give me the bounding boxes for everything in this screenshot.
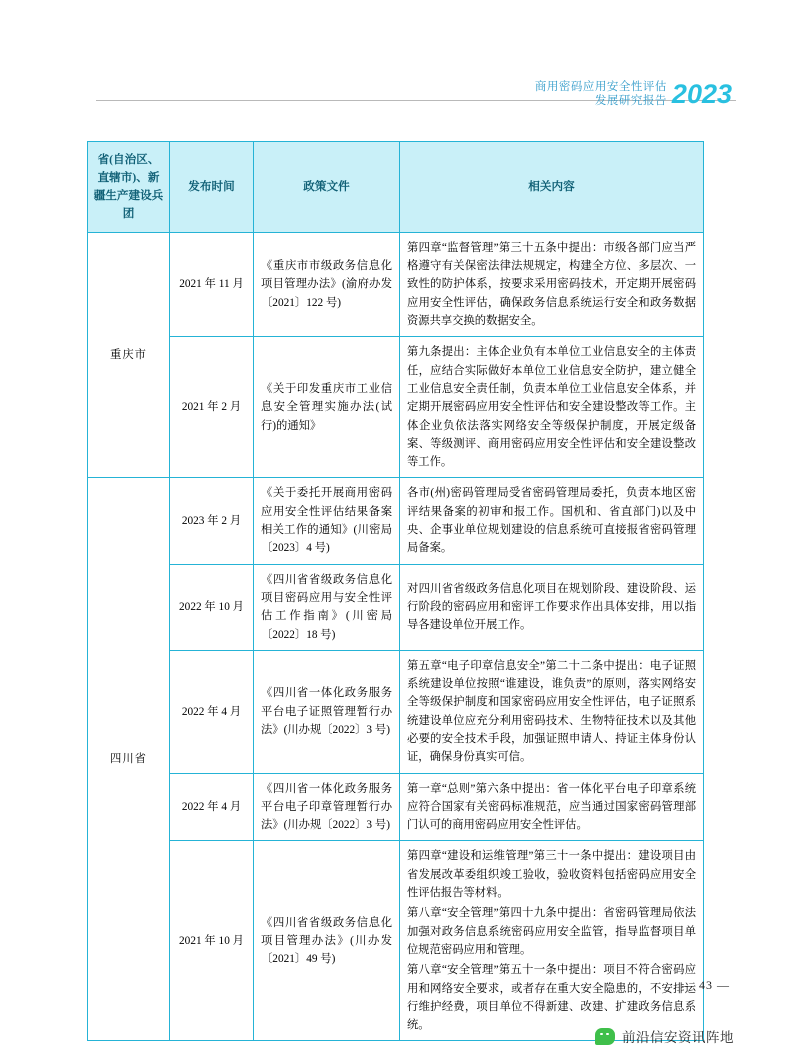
table-row — [88, 650, 704, 773]
content-paragraph: 对四川省省级政务信息化项目在规划阶段、建设阶段、运行阶段的密码应用和密评工作要求作出具体安排，用以指导各建设单位开展工作。 — [407, 582, 696, 632]
content-paragraph: 第四章“建设和运维管理”第三十一条中提出：建设项目由省发展改革委组织竣工验收，验收资料包括密码应用安全性评估报告等材料。 — [407, 850, 696, 900]
document-cell: 《关于委托开展商用密码应用安全性评估结果备案相关工作的通知》(川密局〔2023〕4 号) — [254, 478, 400, 564]
table-header-row — [88, 142, 704, 233]
header-report-name — [535, 78, 667, 109]
content-cell — [400, 478, 704, 564]
column-header-document: 政策文件 — [254, 142, 400, 233]
content-paragraph: 第九条提出：主体企业负有本单位工业信息安全的主体责任，应结合实际做好本单位工业信息安全防护，建立健全工业信息安全责任制，负责本单位工业信息安全体系，并定期开展密码应用安全性评估和安全建设整改等工作。主体企业负依法落实网络安全等级保护制度，开展定级备案、等级测评、商用密码应用安全性评估和安全建设整改等工作。 — [407, 346, 696, 469]
content-paragraph: 第四章“监督管理”第三十五条中提出：市级各部门应当严格遵守有关保密法律法规规定，构建全方位、多层次、一致性的防护体系，按要求采用密码技术，开定期开展密码应用安全性评估，确保政务信息系统运行安全和政务数据资源共享交换的数据安全。 — [407, 241, 696, 328]
document-cell: 《重庆市市级政务信息化项目管理办法》(渝府办发〔2021〕122 号) — [254, 232, 400, 336]
table-row — [88, 841, 704, 1041]
content-paragraph: 第一章“总则”第六条中提出：省一体化平台电子印章系统应符合国家有关密码标准规范，应当通过国家密码管理部门认可的商用密码应用安全性评估。 — [407, 782, 696, 832]
footer-brand — [595, 1026, 734, 1046]
date-cell: 2021 年 10 月 — [170, 841, 254, 1041]
content-paragraph: 各市(州)密码管理局受省密码管理局委托，负责本地区密评结果备案的初审和报工作。国机和、省直部门)以及中央、企事业单位规划建设的信息系统可直接报省密码管理局备案。 — [407, 487, 696, 555]
date-cell: 2022 年 4 月 — [170, 773, 254, 841]
header-line-1: 商用密码应用安全性评估 — [534, 81, 667, 93]
date-cell: 2023 年 2 月 — [170, 478, 254, 564]
policy-table — [87, 141, 704, 1041]
document-cell: 《四川省一体化政务服务平台电子证照管理暂行办法》(川办规〔2022〕3 号) — [254, 650, 400, 773]
document-cell: 《关于印发重庆市工业信息安全管理实施办法(试行)的通知》 — [254, 337, 400, 478]
content-cell — [400, 650, 704, 773]
page-header — [0, 78, 790, 120]
province-cell-sichuan: 四川省 — [88, 478, 170, 1041]
table-row — [88, 773, 704, 841]
document-cell: 《四川省省级政务信息化项目管理办法》(川办发〔2021〕49 号) — [254, 841, 400, 1041]
content-paragraph: 第五章“电子印章信息安全”第二十二条中提出：电子证照系统建设单位按照“谁建设，谁负责”的原则，落实网络安全等级保护制度和国家密码应用安全性评估，电子证照系统建设单位应充分利用密码技术、生物特征技术以及其他必要的安全技术手段，加强证照申请人、持证主体身份认证，确保身份真实可信。 — [407, 659, 696, 764]
date-cell: 2021 年 2 月 — [170, 337, 254, 478]
content-cell — [400, 232, 704, 336]
content-cell — [400, 841, 704, 1041]
policy-table-container — [87, 141, 703, 1041]
header-title-block — [535, 78, 732, 109]
content-cell — [400, 564, 704, 650]
page-number: — 43 — — [682, 978, 730, 992]
table-row — [88, 337, 704, 478]
content-paragraph: 第八章“安全管理”第四十九条中提出：省密码管理局依法加强对政务信息系统密码应用安全监管，指导监督项目单位规范密码应用和管理。 — [407, 907, 696, 956]
document-cell: 《四川省省级政务信息化项目密码应用与安全性评估工作指南》(川密局〔2022〕18 号) — [254, 564, 400, 650]
column-header-content: 相关内容 — [400, 142, 704, 233]
content-cell — [400, 337, 704, 478]
header-line-2: 发展研究报告 — [594, 95, 667, 108]
footer-brand-label: 前沿信安资讯阵地 — [622, 1030, 734, 1046]
date-cell: 2022 年 10 月 — [170, 564, 254, 650]
content-cell — [400, 773, 704, 841]
header-year: 2023 — [671, 79, 732, 109]
table-row — [88, 232, 704, 336]
table-row — [88, 478, 704, 564]
date-cell: 2022 年 4 月 — [170, 650, 254, 773]
content-paragraph: 第八章“安全管理”第五十一条中提出：项目不符合密码应用和网络安全要求，或者存在重大安全隐患的，不安排运行维护经费，项目单位不得新建、改建、扩建政务信息系统。 — [407, 964, 696, 1032]
document-cell: 《四川省一体化政务服务平台电子印章管理暂行办法》(川办规〔2022〕3 号) — [254, 773, 400, 841]
table-row — [88, 564, 704, 650]
column-header-province: 省(自治区、直辖市)、新疆生产建设兵团 — [88, 142, 170, 233]
province-cell-chongqing: 重庆市 — [88, 232, 170, 478]
column-header-date: 发布时间 — [170, 142, 254, 233]
wechat-icon — [595, 1028, 615, 1045]
date-cell: 2021 年 11 月 — [170, 232, 254, 336]
